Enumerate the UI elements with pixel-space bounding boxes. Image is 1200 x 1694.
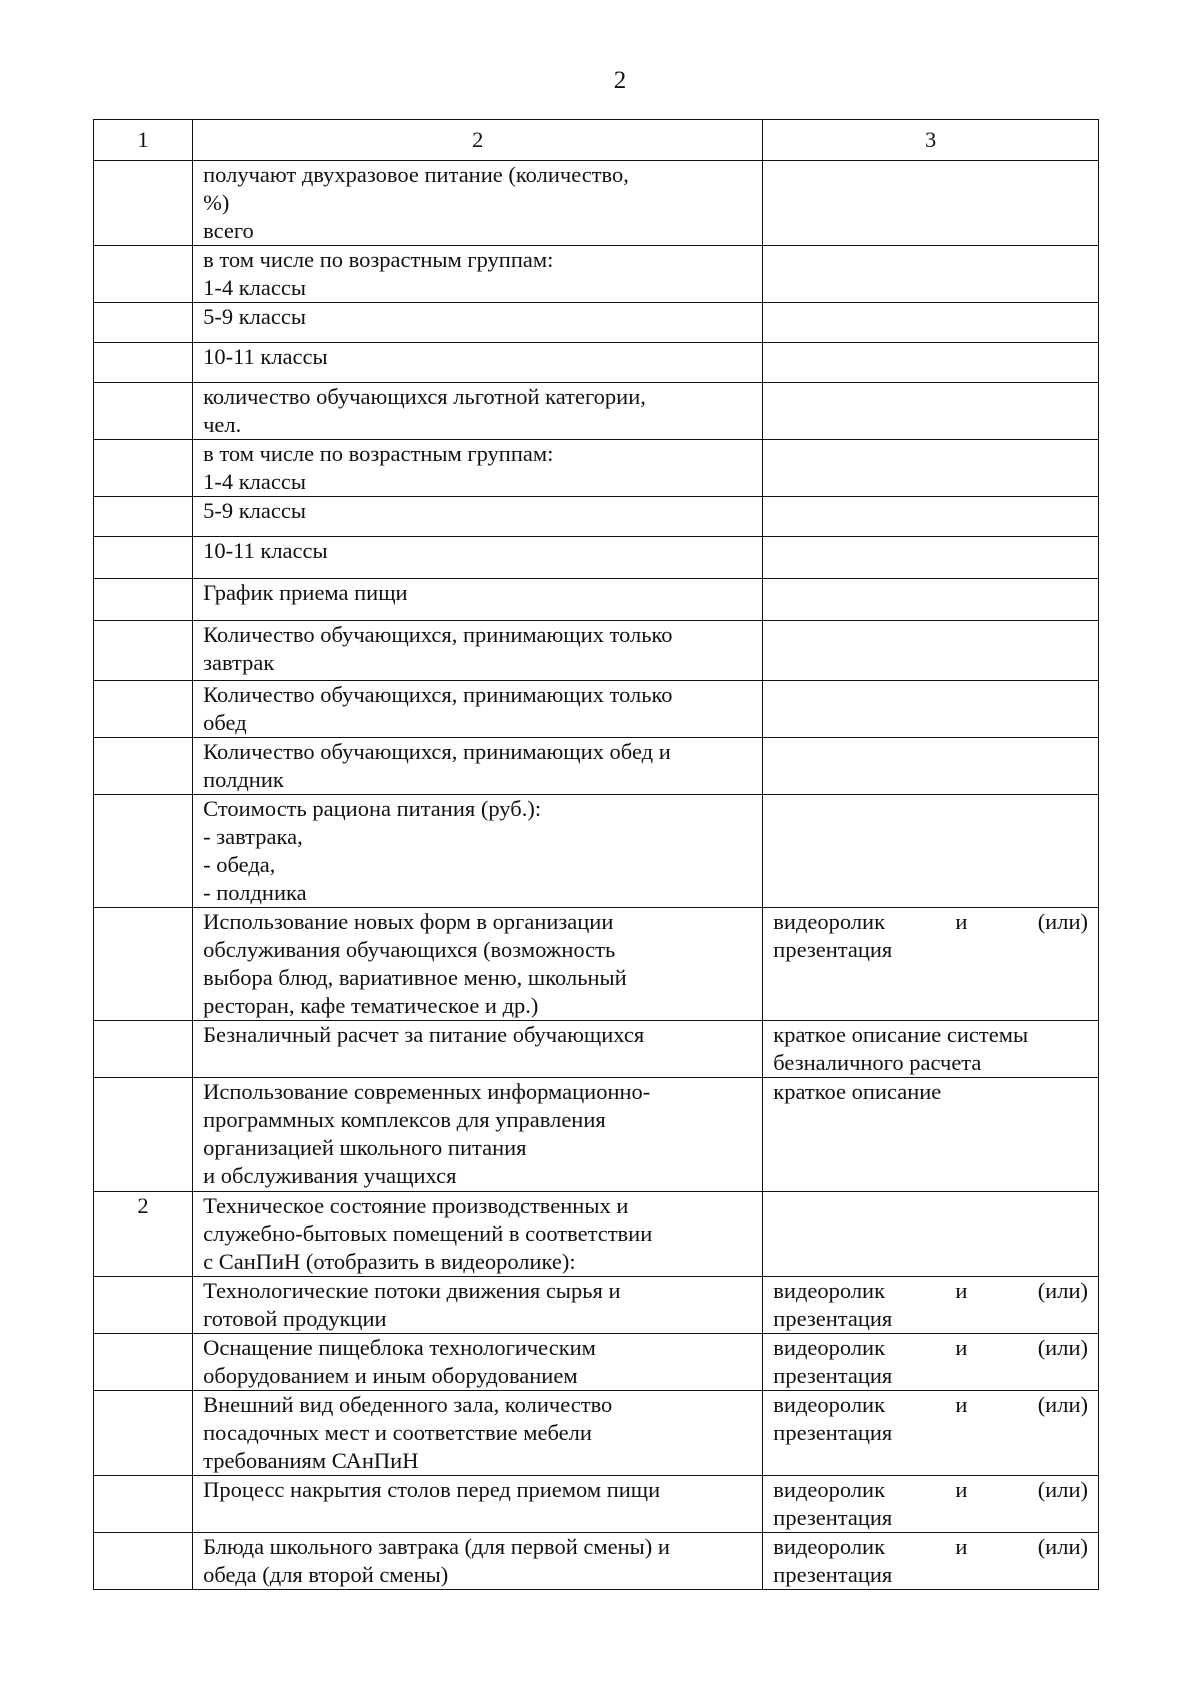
criterion-text-line: завтрак	[203, 650, 275, 675]
row-number-cell	[94, 1334, 193, 1391]
row-number-cell	[94, 497, 193, 537]
row-number-cell	[94, 1078, 193, 1192]
criterion-text-line: полдник	[203, 767, 284, 792]
table-row	[94, 1533, 1099, 1590]
table-row	[94, 908, 1099, 1021]
criterion-cell	[193, 1277, 763, 1334]
table-row	[94, 383, 1099, 440]
evidence-text-line: презентация	[773, 1505, 893, 1530]
table-header-row	[94, 120, 1099, 161]
criterion-text-line: в том числе по возрастным группам:	[203, 247, 554, 272]
evidence-cell	[763, 795, 1099, 908]
criterion-text-line: Количество обучающихся, принимающих обед и	[203, 739, 671, 764]
evidence-word: видеоролик	[773, 1335, 886, 1360]
row-number-cell	[94, 383, 193, 440]
criterion-text-line: получают двухразовое питание (количество,	[203, 162, 629, 187]
criterion-text-line: и обслуживания учащихся	[203, 1163, 457, 1188]
criterion-cell	[193, 1476, 763, 1533]
criterion-text-line: 5-9 классы	[203, 498, 306, 523]
row-number-cell	[94, 908, 193, 1021]
evidence-cell	[763, 908, 1099, 1021]
evidence-word: видеоролик	[773, 1534, 886, 1559]
criterion-text-line: Безналичный расчет за питание обучающихся	[203, 1022, 645, 1047]
page-number: 2	[613, 67, 627, 94]
criterion-text-line: посадочных мест и соответствие мебели	[203, 1420, 592, 1445]
criterion-cell	[193, 1021, 763, 1078]
criterion-text-line: обед	[203, 710, 247, 735]
evidence-text-line: безналичного расчета	[773, 1050, 982, 1075]
evidence-text-line	[773, 1533, 1088, 1561]
evidence-text-line	[773, 1476, 1088, 1504]
criterion-text-line: Стоимость рациона питания (руб.):	[203, 796, 542, 821]
row-number-cell	[94, 1476, 193, 1533]
row-number-cell	[94, 440, 193, 497]
criterion-cell	[193, 497, 763, 537]
evidence-word: (или)	[1037, 909, 1088, 934]
table-row	[94, 1192, 1099, 1277]
table-row	[94, 1078, 1099, 1192]
criterion-cell	[193, 343, 763, 383]
table-row	[94, 246, 1099, 303]
criterion-cell	[193, 440, 763, 497]
criterion-text-line: обеда (для второй смены)	[203, 1562, 449, 1587]
row-number-cell	[94, 1277, 193, 1334]
table-row	[94, 537, 1099, 579]
criterion-text-line: организацией школьного питания	[203, 1135, 527, 1160]
criterion-cell	[193, 795, 763, 908]
evidence-word: и	[955, 1335, 968, 1360]
evidence-cell	[763, 1277, 1099, 1334]
criterion-text-line: 10-11 классы	[203, 538, 328, 563]
column-header-3: 3	[763, 120, 1099, 161]
criterion-text-line: готовой продукции	[203, 1306, 387, 1331]
evidence-cell	[763, 681, 1099, 738]
criterion-text-line: 5-9 классы	[203, 304, 306, 329]
criterion-text-line: Техническое состояние производственных и	[203, 1193, 629, 1218]
criterion-cell	[193, 303, 763, 343]
evidence-text-line: презентация	[773, 1420, 893, 1445]
table-row	[94, 1476, 1099, 1533]
criterion-text-line: программных комплексов для управления	[203, 1107, 606, 1132]
evidence-cell	[763, 621, 1099, 681]
criterion-text-line: - обеда,	[203, 852, 276, 877]
evidence-cell	[763, 1021, 1099, 1078]
criterion-text-line: с СанПиН (отобразить в видеоролике):	[203, 1249, 576, 1274]
criterion-cell	[193, 1192, 763, 1277]
row-number-cell	[94, 246, 193, 303]
evidence-word: (или)	[1037, 1392, 1088, 1417]
table-row	[94, 1391, 1099, 1476]
criterion-text-line: служебно-бытовых помещений в соответствии	[203, 1221, 653, 1246]
criterion-text-line: Процесс накрытия столов перед приемом пищи	[203, 1477, 661, 1502]
evidence-cell	[763, 1476, 1099, 1533]
criterion-cell	[193, 1334, 763, 1391]
criterion-cell	[193, 738, 763, 795]
evidence-cell	[763, 1192, 1099, 1277]
criterion-text-line: Блюда школьного завтрака (для первой смены) и	[203, 1534, 670, 1559]
evidence-word: и	[955, 909, 968, 934]
evidence-word: (или)	[1037, 1335, 1088, 1360]
evidence-text-line	[773, 1277, 1088, 1305]
criterion-text-line: - полдника	[203, 880, 307, 905]
evidence-text-line: презентация	[773, 1562, 893, 1587]
evidence-word: и	[955, 1477, 968, 1502]
row-number-cell	[94, 343, 193, 383]
criterion-text-line: требованиям САнПиН	[203, 1448, 419, 1473]
evidence-text-line: презентация	[773, 1306, 893, 1331]
criterion-text-line: - завтрака,	[203, 824, 303, 849]
criterion-text-line: ресторан, кафе тематическое и др.)	[203, 993, 539, 1018]
criterion-text-line: Оснащение пищеблока технологическим	[203, 1335, 596, 1360]
row-number-cell	[94, 1391, 193, 1476]
criterion-cell	[193, 908, 763, 1021]
criteria-table	[93, 119, 1099, 1590]
criterion-text-line: оборудованием и иным оборудованием	[203, 1363, 578, 1388]
criterion-text-line: выбора блюд, вариативное меню, школьный	[203, 965, 627, 990]
evidence-text-line	[773, 1334, 1088, 1362]
table-row	[94, 1334, 1099, 1391]
row-number-cell	[94, 621, 193, 681]
criterion-text-line: %)	[203, 190, 230, 215]
criterion-text-line: График приема пищи	[203, 580, 408, 605]
evidence-cell	[763, 161, 1099, 246]
evidence-cell	[763, 1533, 1099, 1590]
row-number-cell	[94, 1021, 193, 1078]
row-number-cell	[94, 161, 193, 246]
evidence-cell	[763, 303, 1099, 343]
evidence-cell	[763, 1078, 1099, 1192]
evidence-text-line: краткое описание	[773, 1079, 942, 1104]
row-number-cell	[94, 738, 193, 795]
criterion-text-line: обслуживания обучающихся (возможность	[203, 937, 616, 962]
criterion-cell	[193, 246, 763, 303]
criterion-text-line: количество обучающихся льготной категории,	[203, 384, 646, 409]
evidence-word: и	[955, 1392, 968, 1417]
table-row	[94, 497, 1099, 537]
evidence-word: видеоролик	[773, 909, 886, 934]
table-row	[94, 795, 1099, 908]
column-header-2: 2	[193, 120, 763, 161]
evidence-text-line: краткое описание системы	[773, 1022, 1029, 1047]
evidence-word: видеоролик	[773, 1477, 886, 1502]
table-row	[94, 681, 1099, 738]
table-row	[94, 579, 1099, 621]
evidence-cell	[763, 1334, 1099, 1391]
evidence-cell	[763, 343, 1099, 383]
table-row	[94, 303, 1099, 343]
criterion-text-line: всего	[203, 218, 254, 243]
criterion-text-line: Количество обучающихся, принимающих только	[203, 682, 673, 707]
evidence-text-line	[773, 1391, 1088, 1419]
criterion-cell	[193, 161, 763, 246]
evidence-word: (или)	[1037, 1477, 1088, 1502]
criterion-text-line: Внешний вид обеденного зала, количество	[203, 1392, 613, 1417]
criterion-cell	[193, 579, 763, 621]
criterion-cell	[193, 1078, 763, 1192]
evidence-cell	[763, 738, 1099, 795]
table-row	[94, 1277, 1099, 1334]
evidence-cell	[763, 579, 1099, 621]
table-row	[94, 621, 1099, 681]
evidence-word: видеоролик	[773, 1278, 886, 1303]
criterion-cell	[193, 537, 763, 579]
row-number-cell: 2	[94, 1192, 193, 1277]
criterion-cell	[193, 621, 763, 681]
criterion-text-line: чел.	[203, 412, 242, 437]
row-number-cell	[94, 681, 193, 738]
row-number-cell	[94, 1533, 193, 1590]
criterion-text-line: Технологические потоки движения сырья и	[203, 1278, 621, 1303]
criterion-text-line: Количество обучающихся, принимающих только	[203, 622, 673, 647]
evidence-word: и	[955, 1534, 968, 1559]
criterion-text-line: 10-11 классы	[203, 344, 328, 369]
evidence-text-line: презентация	[773, 937, 893, 962]
evidence-cell	[763, 1391, 1099, 1476]
table-row	[94, 161, 1099, 246]
row-number-cell	[94, 795, 193, 908]
evidence-cell	[763, 537, 1099, 579]
criterion-cell	[193, 681, 763, 738]
evidence-word: (или)	[1037, 1278, 1088, 1303]
evidence-cell	[763, 383, 1099, 440]
criterion-cell	[193, 1533, 763, 1590]
criterion-text-line: 1-4 классы	[203, 275, 306, 300]
criterion-text-line: в том числе по возрастным группам:	[203, 441, 554, 466]
criterion-text-line: 1-4 классы	[203, 469, 306, 494]
evidence-word: видеоролик	[773, 1392, 886, 1417]
criterion-text-line: Использование современных информационно-	[203, 1079, 651, 1104]
table-row	[94, 738, 1099, 795]
table-row	[94, 440, 1099, 497]
evidence-text-line: презентация	[773, 1363, 893, 1388]
evidence-word: (или)	[1037, 1534, 1088, 1559]
row-number-cell	[94, 579, 193, 621]
evidence-word: и	[955, 1278, 968, 1303]
criterion-cell	[193, 1391, 763, 1476]
criterion-text-line: Использование новых форм в организации	[203, 909, 614, 934]
row-number-cell	[94, 303, 193, 343]
table-row	[94, 1021, 1099, 1078]
evidence-cell	[763, 246, 1099, 303]
evidence-text-line	[773, 908, 1088, 936]
evidence-cell	[763, 497, 1099, 537]
column-header-1: 1	[94, 120, 193, 161]
row-number-cell	[94, 537, 193, 579]
criterion-cell	[193, 383, 763, 440]
table-row	[94, 343, 1099, 383]
evidence-cell	[763, 440, 1099, 497]
table-body	[94, 161, 1099, 1590]
